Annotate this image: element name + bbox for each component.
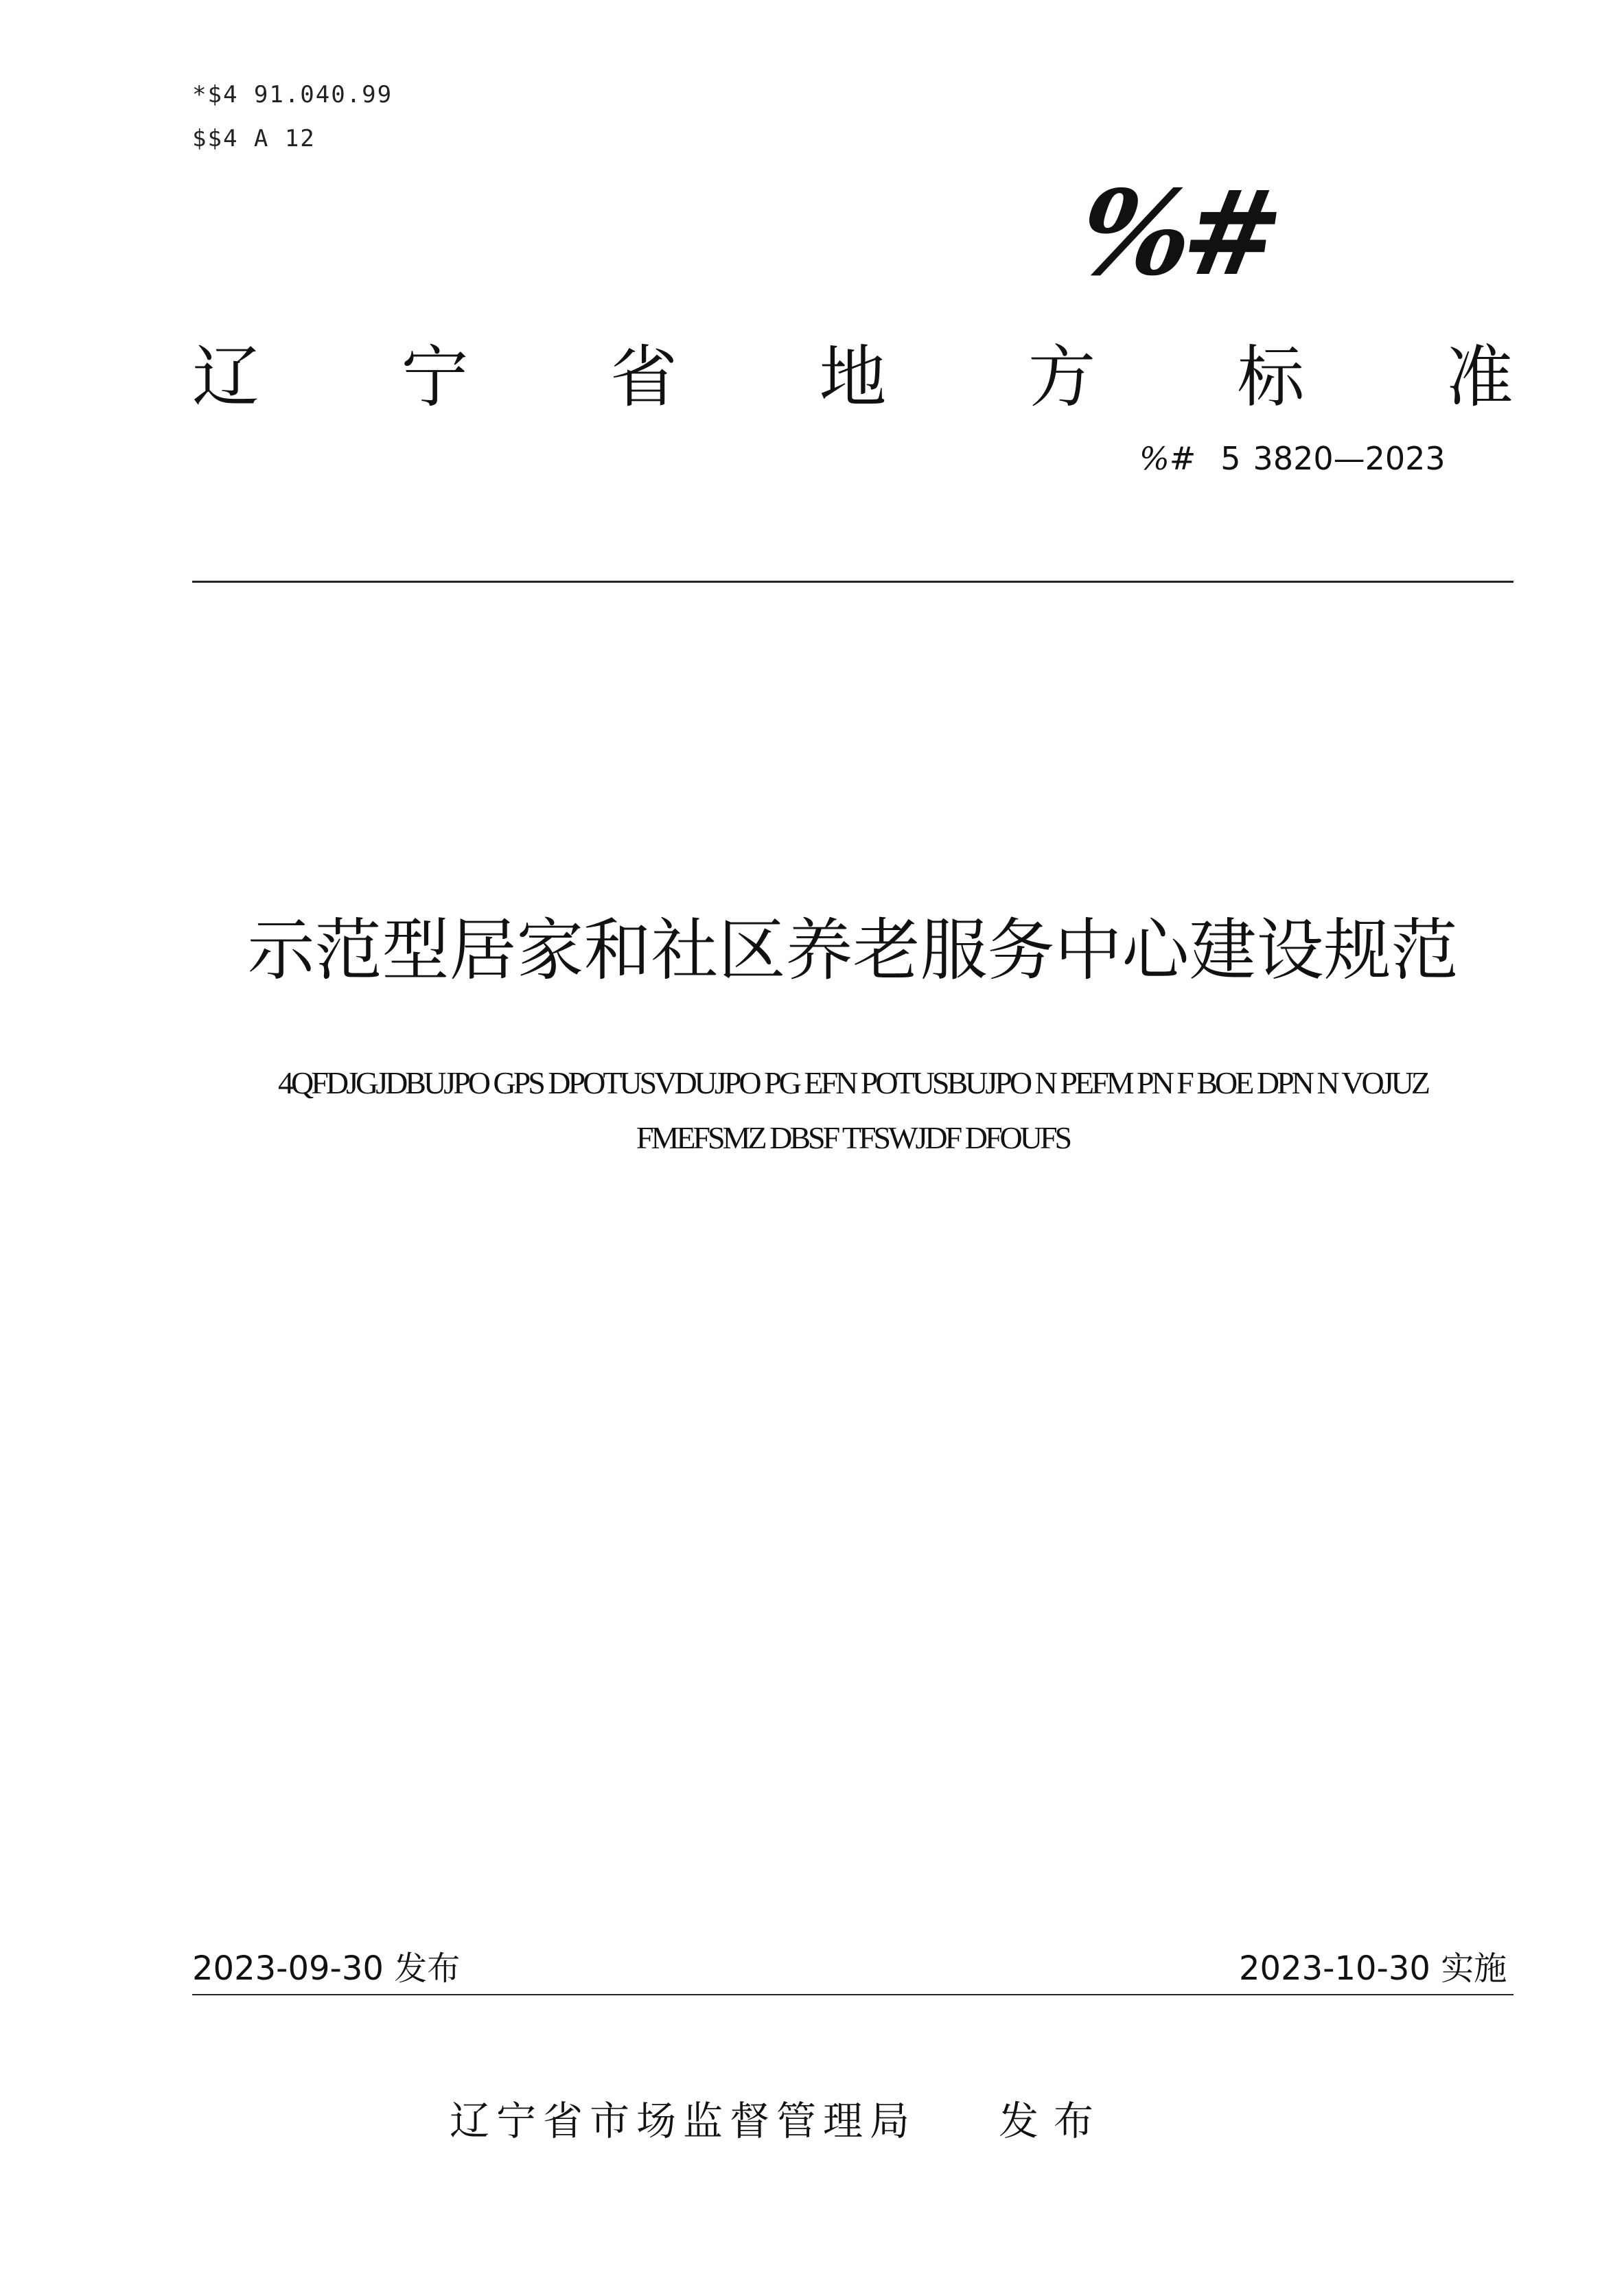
footer-divider [192, 1994, 1513, 1995]
standard-number [1139, 439, 1446, 478]
issuer-action: 发布 [999, 2098, 1109, 2144]
document-title-zh: 示范型居家和社区养老服务中心建设规范 [247, 912, 1459, 990]
ccs-classification-code: $$4 A 12 [192, 125, 316, 152]
document-title-en-line-2: FMEFSMZ DBSF TFSWJDF DFOUFS [636, 1120, 1070, 1155]
standard-type-char: 辽 [192, 338, 260, 417]
standard-type-char: 方 [1028, 338, 1095, 417]
standard-number-part-a: 5 [1220, 440, 1241, 477]
standard-type-heading [192, 336, 1513, 419]
standard-mark-logo: %# [1071, 165, 1284, 302]
implementation-date: 2023-10-30 实施 [1239, 1949, 1507, 1988]
issuer-name: 辽宁省市场监督管理局 [450, 2098, 917, 2144]
standard-type-char: 宁 [401, 338, 469, 417]
issuer-line [450, 2097, 1109, 2145]
issue-date: 2023-09-30 发布 [192, 1949, 461, 1988]
ics-classification-code: *$4 91.040.99 [192, 81, 393, 108]
standard-number-prefix: %# [1139, 440, 1196, 477]
standard-type-char: 省 [610, 338, 677, 417]
document-title-en-line-1: 4QFDJGJDBUJPO GPS DPOTUSVDUJPO PG EFN POTUSBUJPO N PEFM PN F BOE DPN N VOJUZ [278, 1065, 1428, 1100]
header-divider [192, 581, 1513, 583]
standard-number-part-b: 3820—2023 [1253, 440, 1446, 477]
standard-type-char: 准 [1446, 338, 1513, 417]
standard-type-char: 地 [819, 338, 887, 417]
standard-type-char: 标 [1237, 338, 1305, 417]
